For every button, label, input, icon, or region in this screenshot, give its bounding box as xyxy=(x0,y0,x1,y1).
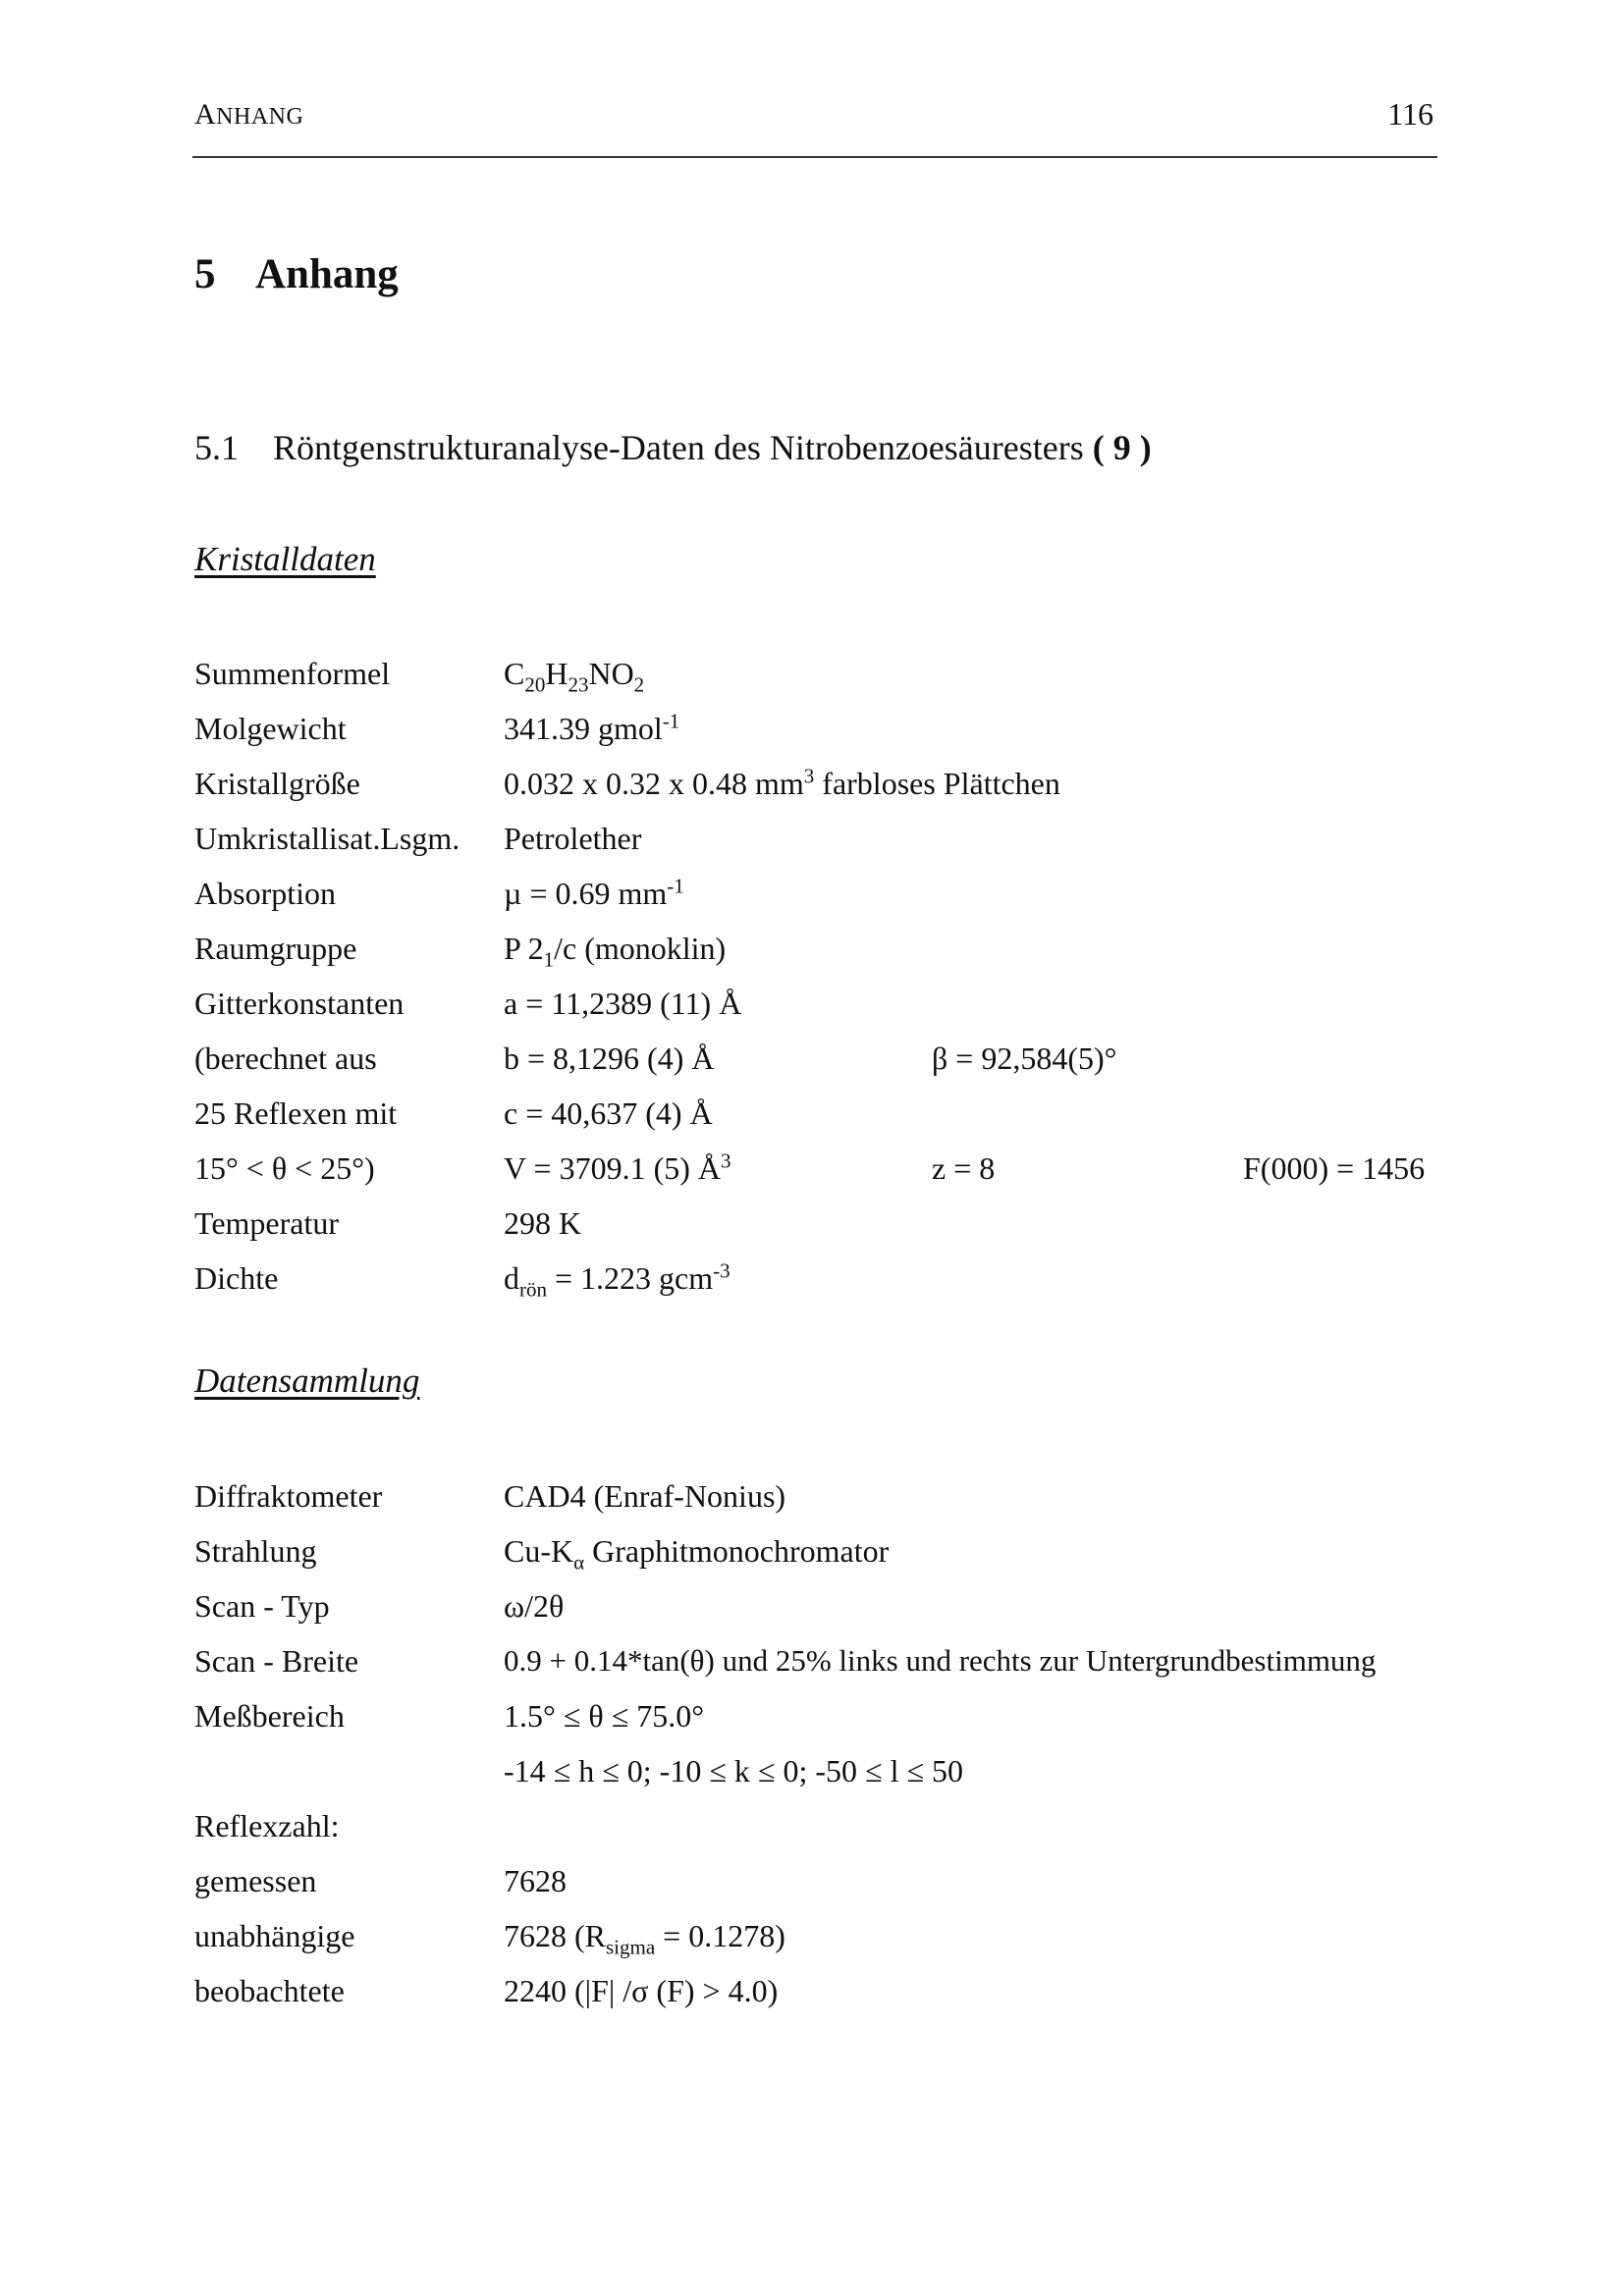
label: Strahlung xyxy=(194,1533,317,1569)
f000-value: F(000) = 1456 xyxy=(1243,1150,1426,1186)
value: 0.032 x 0.32 x 0.48 $mm^3$ farbloses Plättchen xyxy=(504,764,1060,801)
row-raumgruppe xyxy=(0,931,1623,980)
chapter-number: 5 xyxy=(194,251,216,297)
row-diffraktometer xyxy=(0,1478,1623,1527)
row-beobachtete xyxy=(0,1973,1623,2022)
label: Kristallgröße xyxy=(194,766,360,801)
row-volumen xyxy=(0,1150,1623,1200)
label: Gitterkonstanten xyxy=(194,986,405,1021)
value: 1.5° ≤ θ ≤ 75.0° xyxy=(504,1698,705,1734)
label: Summenformel xyxy=(194,656,391,691)
running-header-title xyxy=(194,98,303,132)
page-number: 116 xyxy=(1387,96,1434,132)
value: ω/2θ xyxy=(504,1588,565,1624)
row-umkristallisat xyxy=(0,821,1623,870)
label: Scan - Breite xyxy=(194,1643,359,1679)
value: 2240 (|F| /σ (F) > 4.0) xyxy=(504,1973,779,2008)
row-gitter-a xyxy=(0,986,1623,1035)
label: Dichte xyxy=(194,1260,279,1296)
compound-reference: ( 9 ) xyxy=(1092,428,1152,467)
label: Absorption xyxy=(194,876,336,911)
row-scan-typ xyxy=(0,1588,1623,1637)
value: 7628 $(R_{sigma} = 0.1278)$ xyxy=(504,1918,785,1959)
row-reflexzahl xyxy=(0,1808,1623,1857)
chapter-heading xyxy=(194,250,399,298)
value: c = 40,637 (4) Å xyxy=(504,1095,713,1131)
row-gemessen xyxy=(0,1863,1623,1912)
label: Molgewicht xyxy=(194,711,347,746)
datensammlung-heading: Datensammlung xyxy=(194,1362,420,1400)
value: $d_{rön} = 1.223$ gcm$^{-3}$ xyxy=(504,1258,730,1302)
row-temperatur xyxy=(0,1205,1623,1255)
value: 298 K xyxy=(504,1205,582,1241)
label: Meßbereich xyxy=(194,1698,345,1734)
row-molgewicht xyxy=(0,711,1623,760)
label: 25 Reflexen mit xyxy=(194,1095,398,1131)
value: V = 3709.1 (5) $Å^3$ xyxy=(504,1148,731,1186)
chapter-title: Anhang xyxy=(255,251,399,297)
header-rule xyxy=(192,156,1437,158)
label: (berechnet aus xyxy=(194,1041,377,1076)
label: Scan - Typ xyxy=(194,1588,330,1624)
row-gitter-b xyxy=(0,1041,1623,1090)
value: µ = 0.69 $mm^{-1}$ xyxy=(504,874,684,911)
value: $Cu-K_\alpha$ Graphitmonochromator xyxy=(504,1533,890,1575)
value: CAD4 (Enraf-Nonius) xyxy=(504,1478,786,1514)
label: Diffraktometer xyxy=(194,1478,383,1514)
value: 7628 xyxy=(504,1863,567,1898)
value: a = 11,2389 (11) Å xyxy=(504,986,742,1021)
row-gitter-c xyxy=(0,1095,1623,1145)
label: Reflexzahl: xyxy=(194,1808,340,1843)
value: P $2_1/c$ (monoklin) xyxy=(504,931,727,972)
row-dichte xyxy=(0,1260,1623,1309)
section-heading xyxy=(194,427,1152,468)
row-kristallgroesse xyxy=(0,766,1623,815)
label: Umkristallisat.Lsgm. xyxy=(194,821,460,856)
label: beobachtete xyxy=(194,1973,345,2008)
row-summenformel xyxy=(0,656,1623,705)
running-header-rest: NHANG xyxy=(216,104,304,130)
beta-value: β = 92,584(5)° xyxy=(932,1041,1117,1076)
section-number: 5.1 xyxy=(194,428,239,467)
z-value: z = 8 xyxy=(932,1150,996,1186)
value: b = 8,1296 (4) Å xyxy=(504,1041,715,1076)
row-strahlung xyxy=(0,1533,1623,1582)
label: Raumgruppe xyxy=(194,931,357,966)
kristalldaten-heading: Kristalldaten xyxy=(194,540,376,578)
value: 341.39 gmol$^{-1}$ xyxy=(504,709,680,746)
row-messbereich-hkl xyxy=(0,1753,1623,1802)
section-title: Röntgenstrukturanalyse-Daten des Nitrobenzoesäuresters xyxy=(273,428,1093,467)
label: gemessen xyxy=(194,1863,317,1898)
label: unabhängige xyxy=(194,1918,355,1953)
value: -14 ≤ h ≤ 0; -10 ≤ k ≤ 0; -50 ≤ l ≤ 50 xyxy=(504,1753,964,1789)
value: $C_{20}H_{23}NO_2$ xyxy=(504,656,645,697)
row-unabhaengige xyxy=(0,1918,1623,1967)
label: 15° < θ < 25°) xyxy=(194,1150,375,1186)
running-header-initial: A xyxy=(194,98,217,131)
row-absorption xyxy=(0,876,1623,925)
value: Petrolether xyxy=(504,821,642,856)
label: Temperatur xyxy=(194,1205,340,1241)
row-scan-breite xyxy=(0,1643,1623,1692)
row-messbereich xyxy=(0,1698,1623,1747)
value: 0.9 + 0.14*tan(θ) und 25% links und rechts zur Untergrundbestimmung xyxy=(504,1643,1377,1678)
